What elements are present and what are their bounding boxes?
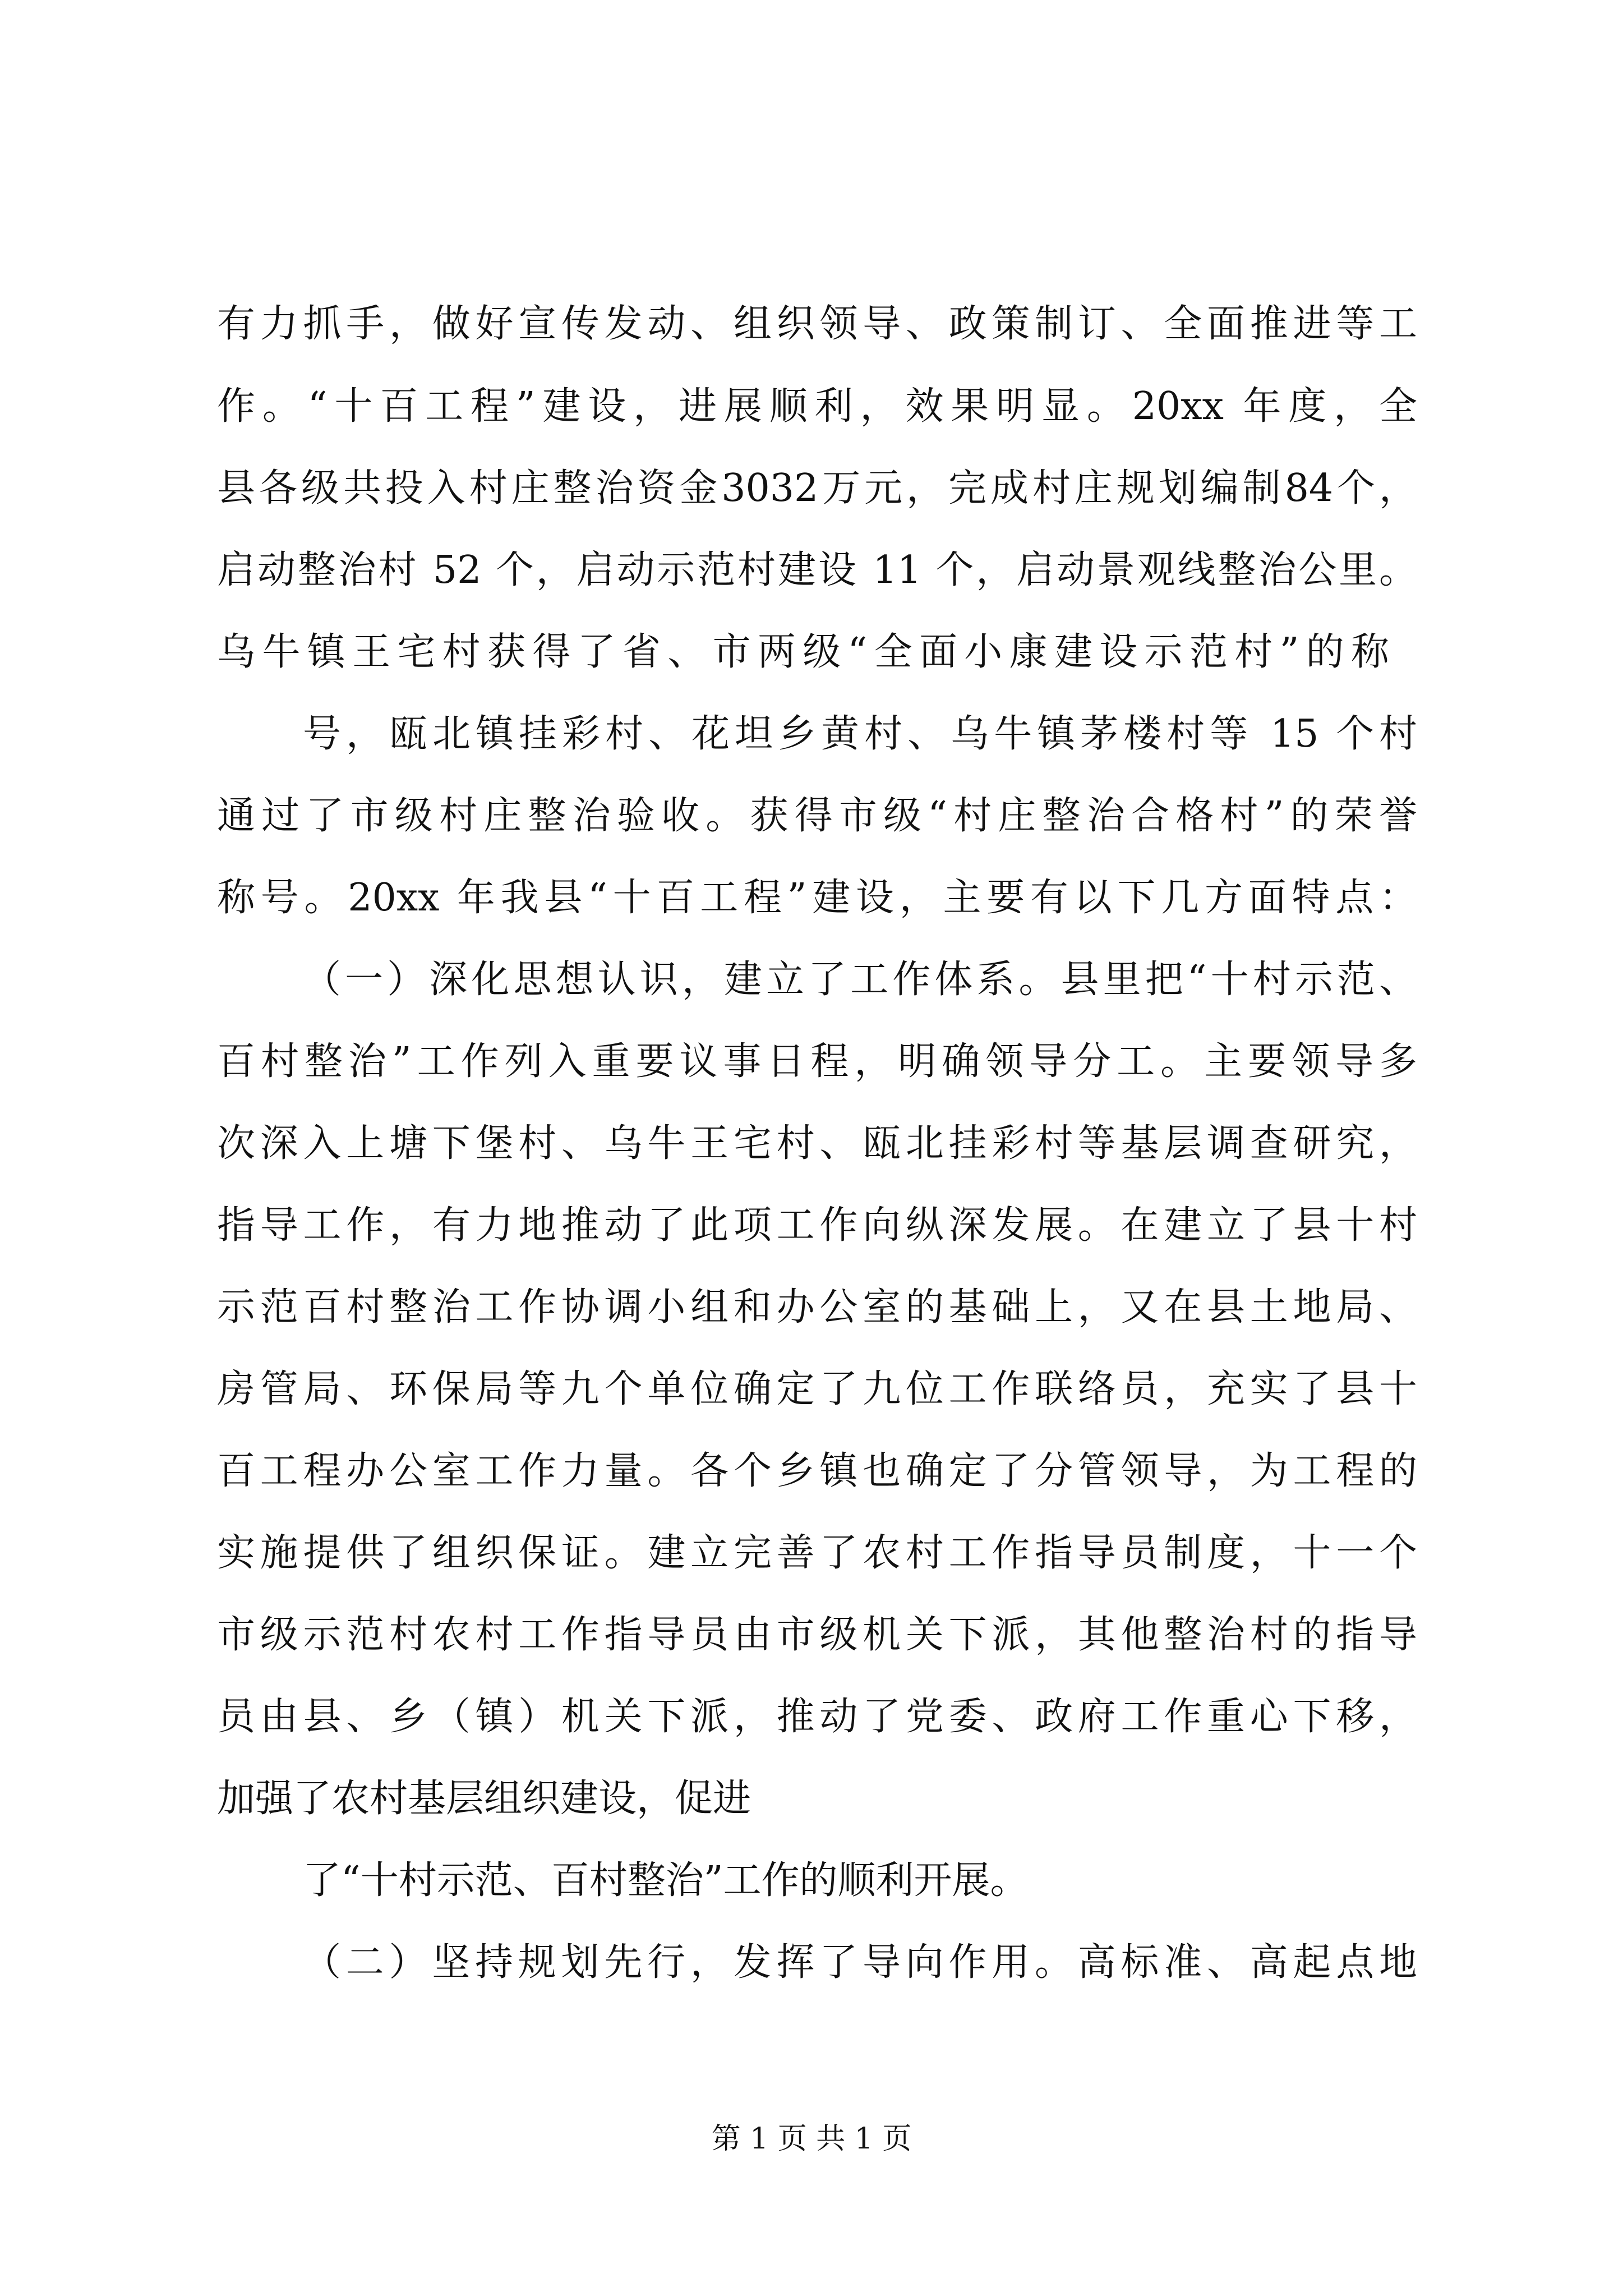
text-line-13: 示范百村整治工作协调小组和办公室的基础上，又在县土地局、 — [217, 1285, 1417, 1329]
text-line-11: 次深入上塘下堡村、乌牛王宅村、瓯北挂彩村等基层调查研究， — [217, 1121, 1417, 1166]
text-line-12: 指导工作，有力地推动了此项工作向纵深发展。在建立了县十村 — [217, 1203, 1417, 1248]
text-line-17: 市级示范村农村工作指导员由市级机关下派，其他整治村的指导 — [217, 1613, 1417, 1657]
text-line-21: （二）坚持规划先行，发挥了导向作用。高标准、高起点地 — [303, 1940, 1417, 1985]
text-line-14: 房管局、环保局等九个单位确定了九位工作联络员，充实了县十 — [217, 1367, 1417, 1411]
text-line-2: 作。“十百工程”建设，进展顺利，效果明显。20xx 年度，全 — [217, 384, 1417, 429]
page-footer: 第 1 页 共 1 页 — [711, 2122, 912, 2156]
text-line-18: 员由县、乡（镇）机关下派，推动了党委、政府工作重心下移， — [217, 1695, 1417, 1739]
text-line-20: 了“十村示范、百村整治”工作的顺利开展。 — [303, 1858, 1029, 1903]
text-line-5: 乌牛镇王宅村获得了省、市两级“全面小康建设示范村”的称 — [217, 630, 1389, 674]
text-line-19: 加强了农村基层组织建设，促进 — [217, 1777, 751, 1821]
text-line-3: 县各级共投入村庄整治资金3032万元，完成村庄规划编制84个， — [217, 466, 1417, 510]
text-line-9: （一）深化思想认识，建立了工作体系。县里把“十村示范、 — [303, 958, 1417, 1002]
text-line-6: 号，瓯北镇挂彩村、花坦乡黄村、乌牛镇茅楼村等 15 个村 — [303, 712, 1417, 756]
text-line-4: 启动整治村 52 个，启动示范村建设 11 个，启动景观线整治公里。 — [217, 548, 1417, 592]
text-line-7: 通过了市级村庄整治验收。获得市级“村庄整治合格村”的荣誉 — [217, 794, 1417, 838]
text-line-8: 称号。20xx 年我县“十百工程”建设，主要有以下几方面特点： — [217, 876, 1417, 920]
text-line-15: 百工程办公室工作力量。各个乡镇也确定了分管领导，为工程的 — [217, 1449, 1417, 1493]
text-line-16: 实施提供了组织保证。建立完善了农村工作指导员制度，十一个 — [217, 1531, 1417, 1575]
text-line-1: 有力抓手，做好宣传发动、组织领导、政策制订、全面推进等工 — [217, 302, 1417, 346]
text-line-10: 百村整治”工作列入重要议事日程，明确领导分工。主要领导多 — [217, 1039, 1417, 1084]
